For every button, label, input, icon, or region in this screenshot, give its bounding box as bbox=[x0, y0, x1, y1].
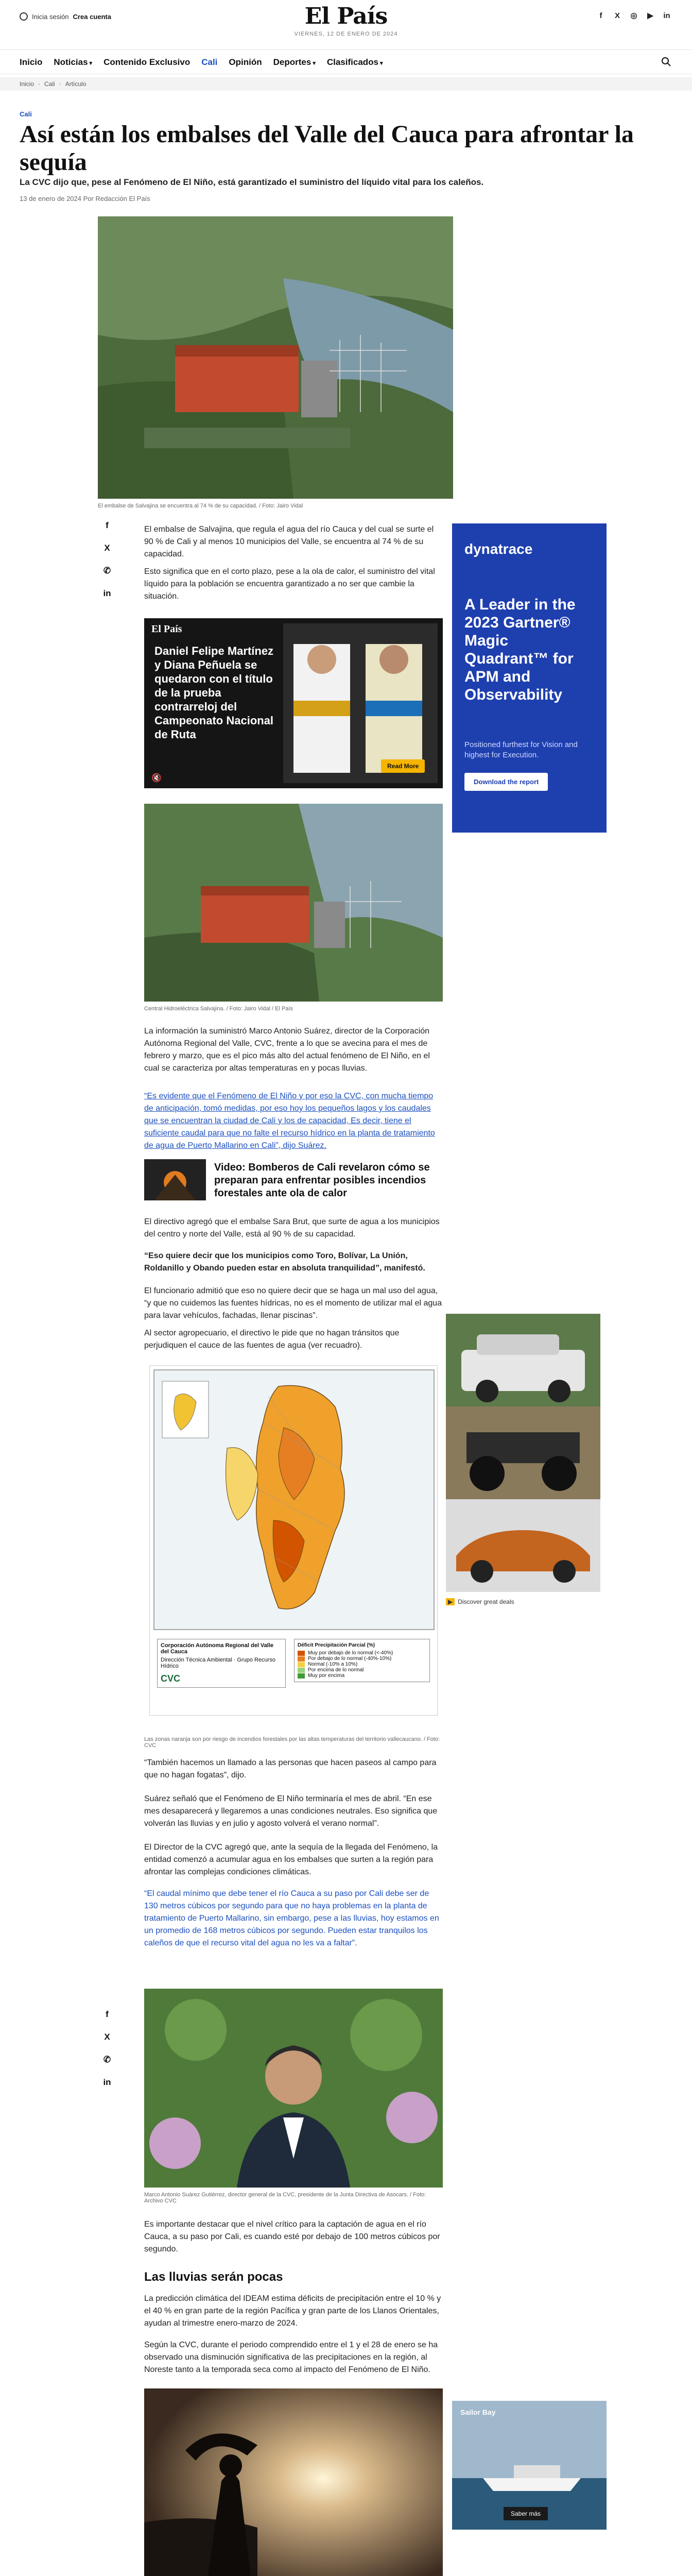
header-date: VIERNES, 12 DE ENERO DE 2024 bbox=[294, 31, 398, 37]
site-logo[interactable]: El País bbox=[304, 3, 388, 29]
related-video-thumbnail bbox=[144, 1159, 206, 1200]
map-cvc-deficit bbox=[149, 1365, 438, 1716]
yacht-ad-button[interactable]: Saber más bbox=[504, 2507, 548, 2520]
facebook-share-icon[interactable]: f bbox=[106, 2009, 109, 2019]
photo-central-hidroelectrica bbox=[144, 804, 443, 1002]
legend-swatch bbox=[298, 1673, 305, 1679]
whatsapp-share-icon[interactable]: ✆ bbox=[103, 566, 111, 575]
search-icon[interactable] bbox=[661, 57, 671, 67]
article-link-paragraph[interactable]: “El caudal mínimo que debe tener el río Cauca a su paso por Cali debe ser de 130 metros cúbicos por segundo para que no haya problemas en la planta de tratamiento de Puerto Mallarino, sin embargo, pese a las lluvias, hoy estamos en un promedio de 168 metros cúbicos por segundo. Pueden estar tranquilos los caleños de que el recurso vital del agua no les va a faltar”. bbox=[144, 1889, 439, 1947]
legend-item bbox=[298, 1667, 426, 1673]
x-share-icon[interactable]: X bbox=[104, 2032, 110, 2042]
article-paragraph: El directivo agregó que el embalse Sara Brut, que surte de agua a los municipios del centro y norte del Valle, está al 90 % de su capacidad. bbox=[144, 1217, 440, 1239]
breadcrumb-list bbox=[20, 80, 86, 88]
social-links bbox=[596, 11, 671, 21]
legend-swatch bbox=[298, 1656, 305, 1662]
legend-item bbox=[298, 1662, 426, 1667]
cars-ad-image bbox=[446, 1314, 600, 1592]
chevron-down-icon: ▾ bbox=[313, 60, 316, 66]
related-video[interactable] bbox=[144, 1159, 443, 1200]
quote-text: “Eso quiere decir que los municipios como Toro, Bolívar, La Unión, Roldanillo y Obando pueden estar en absoluta tranquilidad”, manifestó. bbox=[144, 1251, 425, 1273]
photo-caption: Las zonas naranja son por riesgo de incendios forestales por las altas temperaturas del territorio vallecaucano. / Foto: CVC bbox=[144, 1736, 440, 1749]
yacht-ad-caption: Sailor Bay bbox=[460, 2408, 496, 2416]
photo-caption: Central Hidroeléctrica Salvajina. / Foto: Jairo Vidal / El País bbox=[144, 1006, 293, 1012]
photo-director-cvc bbox=[144, 1989, 443, 2188]
article-paragraph: Esto significa que en el corto plazo, pese a la ola de calor, el suministro del vital líquido para la población se encuentra garantizado a no ser que cambie la situación. bbox=[144, 567, 435, 601]
x-share-icon[interactable]: X bbox=[104, 543, 110, 553]
login-link[interactable]: Inicia sesión bbox=[32, 12, 69, 21]
cvc-logo: CVC bbox=[161, 1673, 181, 1684]
article-paragraph: El funcionario admitió que eso no quiere decir que se haga un mal uso del agua, “y que no cuidemos las fuentes hídricas, no es el momento de utilizar mal el agua para lavar vehículos, fachadas, llenar piscinas”. bbox=[144, 1286, 442, 1320]
article-paragraph: Suárez señaló que el Fenómeno de El Niño terminaría el mes de abril. “En ese mes desaparecerá y llegaremos a unas condiciones neutrales. Eso significa que volverán las lluvias y en julio y agosto volverá el verano normal”. bbox=[144, 1794, 438, 1828]
portrait-illustration bbox=[144, 1989, 443, 2188]
ad-yacht[interactable] bbox=[452, 2401, 607, 2530]
article-paragraph: Es importante destacar que el nivel crítico para la captación de agua en el río Cauca, a su paso por Cali, es cuando esté por debajo de 100 metros cúbicos por segundo. bbox=[144, 2220, 440, 2253]
share-rail bbox=[101, 520, 113, 599]
youtube-icon[interactable]: ▶ bbox=[647, 11, 653, 20]
instagram-icon[interactable]: ◎ bbox=[630, 11, 637, 20]
main-nav bbox=[0, 49, 692, 74]
article-paragraph: La predicción climática del IDEAM estima déficits de precipitación entre el 10 % y el 40 % en gran parte de la región Pacífica y gran parte de los Llanos Orientales, ayudan al trimestre enero-marzo de 2024. bbox=[144, 2294, 441, 2328]
ad-dynatrace[interactable] bbox=[452, 523, 607, 833]
dynatrace-headline: A Leader in the 2023 Gartner® Magic Quadrant™ for APM and Observability bbox=[464, 596, 576, 703]
nav-label: Noticias bbox=[54, 57, 88, 67]
legend-item bbox=[298, 1650, 426, 1656]
article-paragraph: Según la CVC, durante el periodo comprendido entre el 1 y el 28 de enero se ha observado una disminución significativa de las precipitaciones en la región, al Noreste tanto a la temporada seca como al impacto del Fenómeno de El Niño. bbox=[144, 2341, 438, 2374]
legend-swatch bbox=[298, 1651, 305, 1656]
nav-item-deportes[interactable] bbox=[273, 57, 316, 67]
section-heading: Las lluvias serán pocas bbox=[144, 2270, 283, 2284]
mute-icon[interactable]: 🔇 bbox=[151, 774, 162, 783]
breadcrumb-item[interactable]: Cali bbox=[44, 80, 55, 88]
read-more-button[interactable]: Read More bbox=[381, 759, 425, 773]
nav-label: Opinión bbox=[229, 57, 262, 67]
dynatrace-sub: Positioned furthest for Vision and highest for Execution. bbox=[464, 740, 578, 759]
nav-label: Inicio bbox=[20, 57, 43, 67]
article-title: Así están los embalses del Valle del Cauca para afrontar la sequía bbox=[20, 121, 634, 176]
dam-illustration-2 bbox=[144, 804, 443, 1002]
dynatrace-logo: dynatrace bbox=[464, 541, 533, 557]
nav-item-cali[interactable] bbox=[201, 57, 217, 67]
site-header bbox=[0, 0, 692, 49]
hero-photo-salvajina bbox=[98, 216, 453, 499]
nav-label: Cali bbox=[201, 57, 218, 67]
related-video-title[interactable]: Video: Bomberos de Cali revelaron cómo se preparan para enfrentar posibles incendios forestales ante ola de calor bbox=[214, 1162, 430, 1199]
legend-swatch bbox=[298, 1668, 305, 1673]
article-paragraph: La información la suministró Marco Antonio Suárez, director de la Corporación Autónoma Regional del Valle, CVC, frente a lo que se avecina para el mes de febrero y marzo, que es el pico más alto del actual fenómeno de El Niño, en el cual se caracteriza por altas temperaturas en y pocas lluvias. bbox=[144, 1027, 430, 1073]
cars-ad-label bbox=[446, 1598, 514, 1605]
photo-heat-wave bbox=[144, 2388, 443, 2576]
photo-caption: El embalse de Salvajina se encuentra al 74 % de su capacidad. / Foto: Jairo Vidal bbox=[98, 503, 303, 509]
ad-cars[interactable] bbox=[446, 1314, 600, 1613]
legend-label: Por debajo de lo normal (-40%-10%) bbox=[308, 1656, 392, 1662]
video-player[interactable] bbox=[144, 618, 443, 788]
nav-item-noticias[interactable] bbox=[54, 57, 92, 67]
map-subtitle: Dirección Técnica Ambiental · Grupo Recurso Hídrico bbox=[161, 1657, 275, 1669]
breadcrumb-separator: › bbox=[38, 80, 41, 88]
chevron-down-icon: ▾ bbox=[380, 60, 383, 66]
article-paragraph: El embalse de Salvajina, que regula el agua del río Cauca y del cual se surte el 90 % de Cali y al menos 10 municipios del Valle, se encuentra al 74 % de su capacidad. bbox=[144, 525, 434, 558]
legend-item bbox=[298, 1673, 426, 1679]
valle-map bbox=[150, 1366, 438, 1634]
ad-choice-icon: ▶ bbox=[446, 1598, 455, 1605]
dam-illustration bbox=[98, 216, 453, 499]
map-legend bbox=[294, 1639, 430, 1682]
nav-label: Deportes bbox=[273, 57, 312, 67]
legend-label: Por encima de lo normal bbox=[308, 1667, 364, 1673]
article-byline: 13 de enero de 2024 Por Redacción El País bbox=[20, 195, 150, 202]
article-link-paragraph[interactable]: “Es evidente que el Fenómeno de El Niño y por eso la CVC, con mucha tiempo de anticipación, tomó medidas, por eso hoy los pequeños lagos y los caudales que se encuentran la ciudad de Cali y los de capacidad, Es decir, tiene el suficiente caudal para que no falte el recurso hídrico en la planta de tratamiento de agua de Puerto Mallarino en Cali”, dijo Suárez. bbox=[144, 1092, 435, 1150]
article-paragraph: “También hacemos un llamado a las personas que hacen paseos al campo para que no hagan fogatas”, dijo. bbox=[144, 1758, 437, 1780]
video-brand: El País bbox=[151, 623, 182, 635]
nav-item-contenido-exclusivo[interactable] bbox=[103, 57, 190, 67]
legend-item bbox=[298, 1656, 426, 1662]
nav-label: Clasificados bbox=[326, 57, 378, 67]
article-paragraph: El Director de la CVC agregó que, ante la sequía de la llegada del Fenómeno, la entidad comenzó a acumular agua en los embalses que surten a la región para afrontar las complejas condiciones climáticas. bbox=[144, 1843, 438, 1876]
legend-swatch bbox=[298, 1662, 305, 1667]
chevron-down-icon: ▾ bbox=[89, 60, 93, 66]
linkedin-icon[interactable]: in bbox=[663, 11, 670, 20]
x-icon[interactable]: X bbox=[614, 11, 620, 20]
legend-label: Muy por encima bbox=[308, 1673, 345, 1679]
legend-label: Muy por debajo de lo normal (<-40%) bbox=[308, 1650, 393, 1656]
facebook-share-icon[interactable]: f bbox=[106, 520, 109, 530]
breadcrumb-separator: › bbox=[59, 80, 61, 88]
linkedin-share-icon[interactable]: in bbox=[103, 588, 111, 598]
nav-label: Contenido Exclusivo bbox=[103, 57, 191, 67]
map-title: Corporación Autónoma Regional del Valle del Cauca bbox=[161, 1642, 274, 1655]
map-title-block bbox=[157, 1639, 286, 1688]
breadcrumb bbox=[0, 77, 692, 91]
linkedin-share-icon[interactable]: in bbox=[103, 2077, 111, 2087]
breadcrumb-item: Artículo bbox=[65, 80, 86, 88]
sunset-illustration bbox=[144, 2388, 443, 2576]
nav-item-inicio[interactable] bbox=[20, 57, 42, 67]
nav-item-opinion[interactable] bbox=[229, 57, 262, 67]
legend-label: Normal (-10% a 10%) bbox=[308, 1662, 358, 1667]
section-tag[interactable]: Cali bbox=[20, 110, 32, 118]
share-rail-secondary bbox=[101, 2009, 113, 2088]
whatsapp-share-icon[interactable]: ✆ bbox=[103, 2055, 111, 2064]
facebook-icon[interactable]: f bbox=[599, 11, 602, 20]
legend-title: Déficit Precipitación Parcial (%) bbox=[298, 1642, 375, 1648]
dynatrace-download-button[interactable]: Download the report bbox=[464, 773, 548, 791]
cars-ad-text: Discover great deals bbox=[458, 1598, 514, 1605]
article-lead: La CVC dijo que, pese al Fenómeno de El Niño, está garantizado el suministro del líquido vital para los caleños. bbox=[20, 177, 484, 187]
photo-caption: Marco Antonio Suárez Gutiérrez, director general de la CVC, presidente de la Junta Directiva de Asocars. / Foto: Archivo CVC bbox=[144, 2192, 426, 2204]
breadcrumb-item[interactable]: Inicio bbox=[20, 80, 34, 88]
nav-list bbox=[20, 57, 383, 67]
video-headline: Daniel Felipe Martínez y Diana Peñuela se quedaron con el título de la prueba contrarreloj del Campeonato Nacional de Ruta bbox=[154, 645, 274, 741]
nav-item-clasificados[interactable] bbox=[327, 57, 383, 67]
article-quote bbox=[144, 1250, 443, 1275]
create-account-link[interactable]: Crea cuenta bbox=[73, 12, 111, 21]
article-paragraph: Al sector agropecuario, el directivo le pide que no hagan tránsitos que perjudiquen el cauce de las fuentes de agua (ver recuadro). bbox=[144, 1329, 400, 1350]
